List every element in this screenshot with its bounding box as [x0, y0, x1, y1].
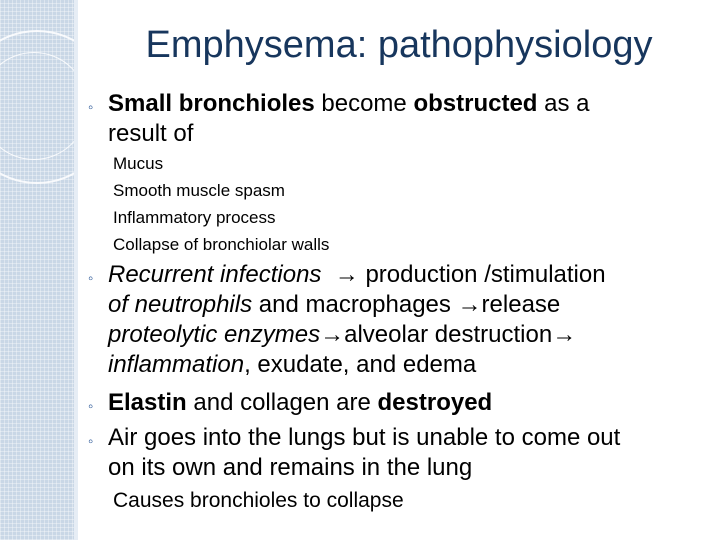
bullet-line	[108, 89, 589, 119]
emphasis-text: Elastin	[108, 389, 187, 416]
sub-item-label: Inflammatory process	[113, 208, 276, 227]
emphasis-text: obstructed	[413, 90, 538, 117]
text-run: →alveolar destruction→	[320, 321, 577, 348]
sub-item-label: Causes bronchioles to collapse	[113, 489, 404, 512]
emphasis-text: Recurrent infections	[108, 261, 322, 288]
bullet-line	[108, 350, 606, 380]
bullet-line	[108, 290, 606, 320]
emphasis-text: Small bronchioles	[108, 90, 315, 117]
text-run: → production /stimulation	[321, 261, 606, 288]
sub-item-inflammatory	[112, 208, 276, 228]
text-run: as a	[537, 90, 590, 117]
sub-item-mucus	[112, 154, 163, 174]
emphasis-text: proteolytic enzymes	[108, 321, 321, 348]
text-run: and macrophages →release	[252, 291, 561, 318]
bullet-line	[108, 260, 606, 290]
sub-item-label: Mucus	[113, 154, 164, 173]
bullet-marker: ◦	[88, 99, 94, 116]
bullet-line: result of	[108, 120, 194, 147]
text-run: and collagen are	[186, 389, 378, 416]
slide-title: Emphysema: pathophysiology	[145, 24, 653, 66]
emphasis-text: destroyed	[377, 389, 493, 416]
decorative-ring	[0, 52, 78, 160]
emphasis-text: of neutrophils	[108, 291, 253, 318]
bullet-line	[108, 320, 606, 350]
bullet-line: on its own and remains in the lung	[108, 454, 473, 481]
bullet-text	[108, 388, 492, 418]
sub-item-smooth-muscle	[112, 181, 285, 201]
bullet-line: Air goes into the lungs but is unable to come out	[108, 424, 621, 451]
bullet-text	[108, 260, 606, 380]
sidebar-edge	[74, 0, 78, 540]
text-run: , exudate, and edema	[244, 351, 477, 378]
sub-item-label: Smooth muscle spasm	[113, 181, 285, 200]
text-run: become	[314, 90, 414, 117]
emphasis-text: inflammation	[108, 351, 245, 378]
sub-item-collapse	[112, 235, 329, 255]
bullet-text	[108, 423, 620, 483]
bullet-marker: ◦	[88, 270, 94, 287]
bullet-text	[108, 89, 589, 149]
sub-item-causes-collapse	[112, 488, 404, 514]
bullet-marker: ◦	[88, 433, 94, 450]
bullet-marker: ◦	[88, 398, 94, 415]
sub-item-label: Collapse of bronchiolar walls	[113, 235, 330, 254]
decorative-sidebar	[0, 0, 78, 540]
